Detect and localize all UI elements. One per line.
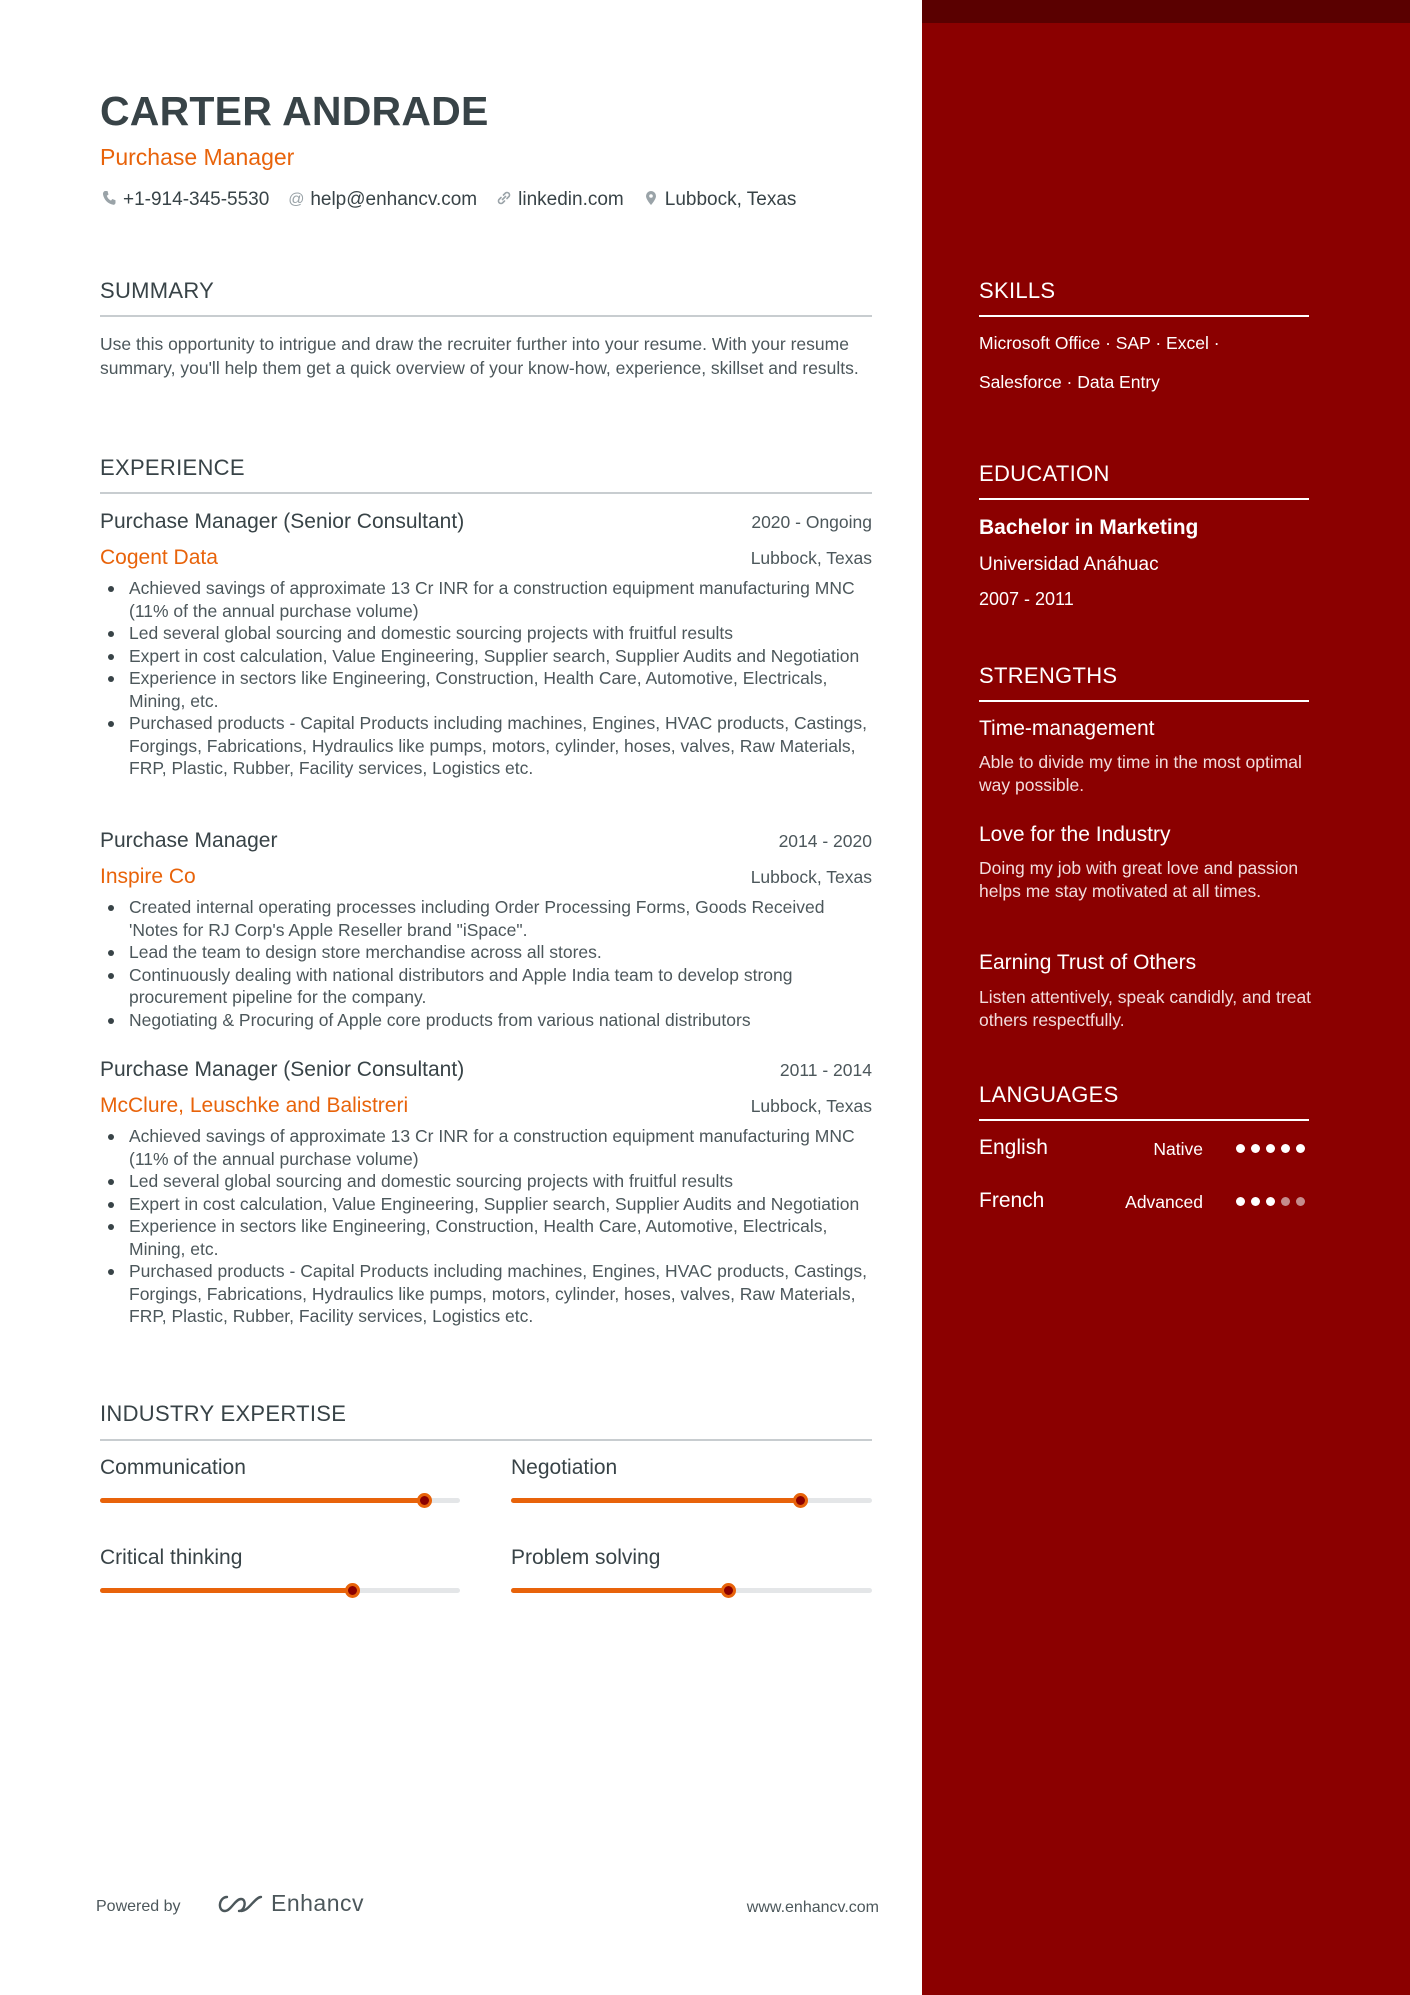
expertise-bar-fill <box>511 1588 728 1593</box>
strength-title: Love for the Industry <box>979 823 1171 846</box>
job-title: Purchase Manager (Senior Consultant) <box>100 1058 465 1081</box>
contact-location <box>642 189 797 211</box>
location-pin-icon <box>642 190 660 211</box>
language-dot <box>1281 1197 1290 1206</box>
job-bullet: Experience in sectors like Engineering, Construction, Health Care, Automotive, Electricals, Mining, etc. <box>129 1215 874 1260</box>
job-company: Cogent Data <box>100 546 218 569</box>
enhancv-logo-icon <box>215 1893 263 1915</box>
language-dot <box>1251 1144 1260 1153</box>
contact-linkedin-text: linkedin.com <box>518 189 624 210</box>
job-bullet: Led several global sourcing and domestic sourcing projects with fruitful results <box>129 1170 874 1193</box>
languages-heading: LANGUAGES <box>979 1082 1119 1107</box>
summary-text: Use this opportunity to intrigue and draw the recruiter further into your resume. With your resume summary, you'll help them get a quick overview of your know-how, experience, skillset and results. <box>100 334 859 378</box>
language-dot <box>1236 1144 1245 1153</box>
skills-line-1: Microsoft Office · SAP · Excel · <box>979 333 1220 353</box>
job-bullet: Experience in sectors like Engineering, Construction, Health Care, Automotive, Electricals, Mining, etc. <box>129 667 874 712</box>
job-location: Lubbock, Texas <box>750 867 872 887</box>
language-dots <box>1236 1144 1305 1153</box>
language-dot <box>1296 1197 1305 1206</box>
language-dots <box>1236 1197 1305 1206</box>
job-bullet: Negotiating & Procuring of Apple core products from various national distributors <box>129 1009 874 1032</box>
language-level: Advanced <box>1125 1192 1203 1212</box>
job-bullets <box>129 896 874 1031</box>
expertise-label: Critical thinking <box>100 1546 243 1569</box>
language-name: English <box>979 1136 1048 1159</box>
contact-phone[interactable] <box>100 189 269 211</box>
strength-title: Earning Trust of Others <box>979 951 1197 974</box>
summary-divider <box>100 315 872 317</box>
expertise-label: Problem solving <box>511 1546 661 1569</box>
expertise-bar <box>511 1498 872 1503</box>
strength-title: Time-management <box>979 717 1155 740</box>
job-bullet: Expert in cost calculation, Value Engineering, Supplier search, Supplier Audits and Negotiation <box>129 645 874 668</box>
industry-expertise-divider <box>100 1439 872 1441</box>
job-bullet: Continuously dealing with national distributors and Apple India team to develop strong procurement pipeline for the company. <box>129 964 874 1009</box>
job-location: Lubbock, Texas <box>750 548 872 568</box>
candidate-role: Purchase Manager <box>100 144 295 170</box>
education-degree: Bachelor in Marketing <box>979 516 1199 539</box>
expertise-bar <box>511 1588 872 1593</box>
job-dates: 2011 - 2014 <box>779 1060 872 1080</box>
job-bullet: Achieved savings of approximate 13 Cr INR for a construction equipment manufacturing MNC (11% of the annual purchase volume) <box>129 577 874 622</box>
language-dot <box>1236 1197 1245 1206</box>
expertise-bar-knob <box>417 1493 432 1508</box>
expertise-label: Negotiation <box>511 1456 618 1479</box>
job-dates: 2020 - Ongoing <box>751 512 872 532</box>
expertise-bar-fill <box>511 1498 800 1503</box>
skills-line-2: Salesforce · Data Entry <box>979 372 1160 392</box>
contact-email[interactable] <box>287 189 477 211</box>
experience-heading: EXPERIENCE <box>100 455 245 480</box>
industry-expertise-heading: INDUSTRY EXPERTISE <box>100 1401 347 1426</box>
language-dot <box>1251 1197 1260 1206</box>
job-bullets <box>129 1125 874 1328</box>
expertise-bar <box>100 1498 460 1503</box>
link-icon <box>495 190 513 211</box>
footer-url[interactable]: www.enhancv.com <box>746 1899 879 1916</box>
job-bullets <box>129 577 874 780</box>
languages-divider <box>979 1119 1309 1121</box>
contact-linkedin[interactable] <box>495 189 624 211</box>
at-icon: @ <box>288 191 305 208</box>
strength-description: Doing my job with great love and passion helps me stay motivated at all times. <box>979 858 1299 901</box>
job-location: Lubbock, Texas <box>750 1096 872 1116</box>
language-dot <box>1281 1144 1290 1153</box>
contact-location-text: Lubbock, Texas <box>664 189 797 210</box>
job-bullet: Purchased products - Capital Products including machines, Engines, HVAC products, Castings, Forgings, Fabrications, Hydraulics like pumps, motors, cylinder, hoses, valves, Raw Materials, FRP, Plastic, Rubber, Facility services, Logistics etc. <box>129 712 874 780</box>
job-bullet: Created internal operating processes including Order Processing Forms, Goods Received 'Notes for RJ Corp's Apple Reseller brand "iSpace". <box>129 896 874 941</box>
enhancv-logo-text: Enhancv <box>271 1890 365 1916</box>
job-bullet: Led several global sourcing and domestic sourcing projects with fruitful results <box>129 622 874 645</box>
strengths-heading: STRENGTHS <box>979 663 1118 688</box>
strength-description: Able to divide my time in the most optimal way possible. <box>979 752 1302 795</box>
job-bullet: Purchased products - Capital Products including machines, Engines, HVAC products, Castings, Forgings, Fabrications, Hydraulics like pumps, motors, cylinder, hoses, valves, Raw Materials, FRP, Plastic, Rubber, Facility services, Logistics etc. <box>129 1260 874 1328</box>
strengths-divider <box>979 700 1309 702</box>
education-years: 2007 - 2011 <box>979 589 1074 609</box>
powered-by-label: Powered by <box>96 1898 181 1915</box>
contact-bar <box>100 189 796 211</box>
expertise-bar <box>100 1588 460 1593</box>
education-heading: EDUCATION <box>979 461 1110 486</box>
expertise-bar-knob <box>721 1583 736 1598</box>
expertise-label: Communication <box>100 1456 246 1479</box>
skills-heading: SKILLS <box>979 278 1056 303</box>
job-company: Inspire Co <box>100 865 196 888</box>
contact-phone-text: +1-914-345-5530 <box>123 189 270 210</box>
contact-email-text: help@enhancv.com <box>310 189 478 210</box>
skills-divider <box>979 315 1309 317</box>
language-level: Native <box>1153 1139 1203 1159</box>
sidebar <box>922 0 1410 1995</box>
summary-heading: SUMMARY <box>100 278 215 303</box>
enhancv-logo[interactable] <box>215 1890 364 1917</box>
job-title: Purchase Manager <box>100 829 278 852</box>
experience-divider <box>100 492 872 494</box>
job-bullet: Expert in cost calculation, Value Engineering, Supplier search, Supplier Audits and Negotiation <box>129 1193 874 1216</box>
expertise-bar-fill <box>100 1588 352 1593</box>
job-dates: 2014 - 2020 <box>778 831 872 851</box>
job-bullet: Achieved savings of approximate 13 Cr INR for a construction equipment manufacturing MNC (11% of the annual purchase volume) <box>129 1125 874 1170</box>
expertise-bar-knob <box>793 1493 808 1508</box>
language-dot <box>1266 1144 1275 1153</box>
sidebar-top-band <box>922 0 1410 23</box>
language-dot <box>1266 1197 1275 1206</box>
job-bullet: Lead the team to design store merchandise across all stores. <box>129 941 874 964</box>
education-school: Universidad Anáhuac <box>979 554 1159 575</box>
strength-description: Listen attentively, speak candidly, and treat others respectfully. <box>979 987 1312 1030</box>
job-company: McClure, Leuschke and Balistreri <box>100 1094 409 1117</box>
expertise-bar-fill <box>100 1498 424 1503</box>
language-name: French <box>979 1189 1045 1212</box>
phone-icon <box>100 190 118 211</box>
language-dot <box>1296 1144 1305 1153</box>
expertise-bar-knob <box>345 1583 360 1598</box>
education-divider <box>979 498 1309 500</box>
job-title: Purchase Manager (Senior Consultant) <box>100 510 465 533</box>
candidate-name: CARTER ANDRADE <box>100 88 489 134</box>
